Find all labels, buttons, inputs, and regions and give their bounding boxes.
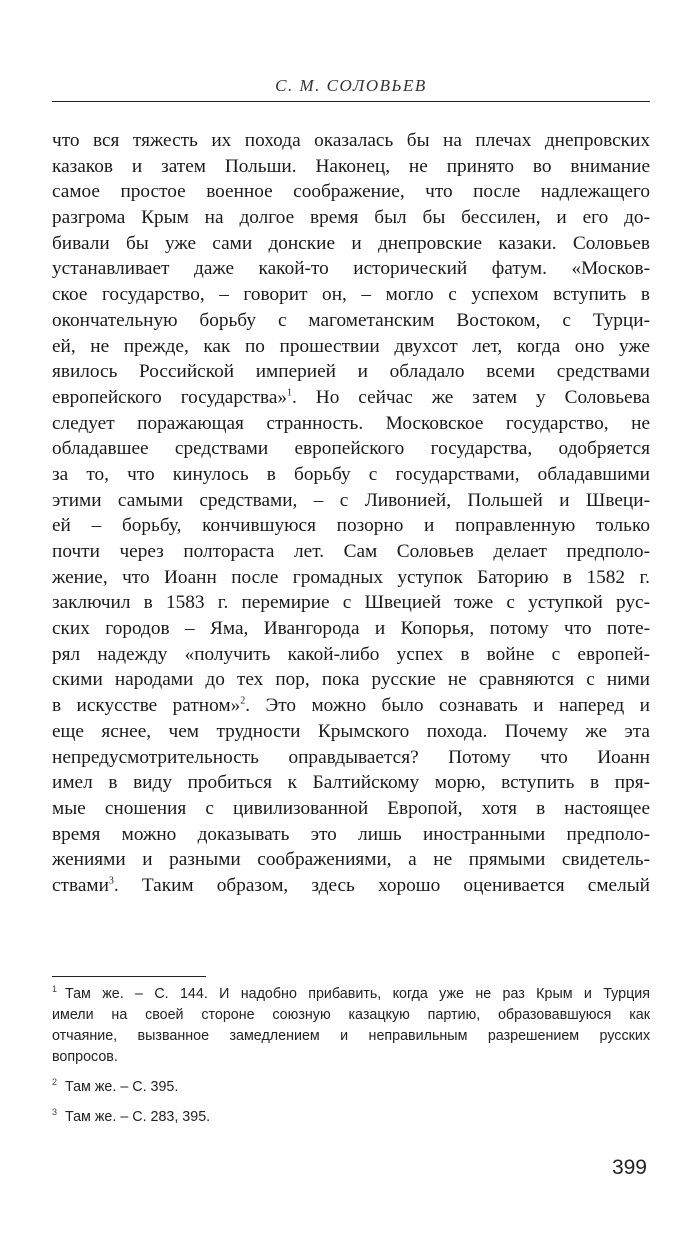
body-text <box>52 128 650 899</box>
text-segment: ствами <box>52 874 109 896</box>
text-line: ское государство, – говорит он, – могло с успехом вступить в <box>52 284 650 306</box>
text-segment: европейского государства» <box>52 386 288 408</box>
text-line: рял надежду «получить какой-либо успех в войне с европей- <box>52 643 650 665</box>
text-line <box>52 385 650 411</box>
footnote-number: 2 <box>52 1077 58 1088</box>
text-line <box>52 873 650 899</box>
text-line: почти через полтораста лет. Сам Соловьев делает предполо- <box>52 541 650 562</box>
text-line: ей – борьбу, кончившуюся позорно и поправленную только <box>52 515 650 537</box>
text-segment: . Таким образом, здесь хорошо оценивается смелый <box>113 874 650 896</box>
text-line: ских городов – Яма, Ивангорода и Копорья, потому что поте- <box>52 618 650 640</box>
footnote-text: Там же. – С. 144. И надобно прибавить, когда уже не раз Крым и Турция <box>65 986 650 1002</box>
text-line: время можно доказывать это лишь иностранными предполо- <box>52 823 650 845</box>
header-rule <box>52 101 650 102</box>
text-line: явилось Российской империей и обладало всеми средствами <box>52 361 650 383</box>
footnote-line: отчаяние, вызванное замедлением и неправильным разрешением русских <box>52 1028 650 1044</box>
footnote-text: Там же. – С. 283, 395. <box>65 1109 211 1125</box>
text-line: за то, что кинулось в борьбу с государствами, обладавшими <box>52 463 650 485</box>
text-line: жениями и разными соображениями, а не прямыми свидетель- <box>52 849 650 871</box>
text-segment: в искусстве ратном» <box>52 695 241 717</box>
footnote-number: 1 <box>52 984 58 995</box>
text-line: имел в виду пробиться к Балтийскому морю, вступить в пря- <box>52 772 650 794</box>
text-line: ей, не прежде, как по прошествии двухсот лет, когда оно уже <box>52 335 650 357</box>
footnote-ref[interactable]: 1 <box>287 387 293 399</box>
footnote-line: имели на своей стороне союзную казацкую партию, образовавшуюся как <box>52 1007 650 1023</box>
footnote-ref[interactable]: 2 <box>240 695 246 707</box>
footnote-line: вопросов. <box>52 1049 118 1065</box>
text-line: разгрома Крым на долгое время был бы бессилен, и его до- <box>52 207 650 229</box>
footnotes <box>52 984 650 1128</box>
text-line: заключил в 1583 г. перемирие с Швецией тоже с уступкой рус- <box>52 592 650 614</box>
text-line: окончательную борьбу с магометанским Востоком, с Турци- <box>52 309 650 331</box>
footnote-rule <box>52 976 206 977</box>
footnote-1 <box>52 984 650 1068</box>
text-line: устанавливает даже какой-то исторический фатум. «Москов- <box>52 258 650 280</box>
text-line: жение, что Иоанн после громадных уступок Баторию в 1582 г. <box>52 566 650 588</box>
text-line: непредусмотрительность оправдывается? Потому что Иоанн <box>52 746 650 768</box>
footnote-line <box>52 1077 650 1098</box>
footnote-3 <box>52 1107 650 1128</box>
text-segment: . Но сейчас же затем у Соловьева <box>292 386 650 408</box>
text-segment: . Это можно было сознавать и наперед и <box>245 695 650 717</box>
text-line: что вся тяжесть их похода оказалась бы на плечах днепровских <box>52 130 650 151</box>
text-line: самое простое военное соображение, что после надлежащего <box>52 181 650 203</box>
running-head: С. М. СОЛОВЬЕВ <box>275 76 427 95</box>
footnote-line <box>52 984 650 1005</box>
text-line: обладавшее средствами европейского государства, одобряется <box>52 438 650 460</box>
footnote-text: Там же. – С. 395. <box>65 1079 179 1095</box>
footnote-line <box>52 1107 650 1128</box>
text-line: мые сношения с цивилизованной Европой, хотя в настоящее <box>52 797 650 819</box>
text-line: бивали бы уже сами донские и днепровские казаки. Соловьев <box>52 232 650 254</box>
text-line: этими самыми средствами, – с Ливонией, Польшей и Швеци- <box>52 489 650 511</box>
footnote-ref[interactable]: 3 <box>108 875 114 887</box>
text-line: следует поражающая странность. Московское государство, не <box>52 412 650 434</box>
text-line: еще яснее, чем трудности Крымского похода. Почему же эта <box>52 720 650 742</box>
footnote-number: 3 <box>52 1107 58 1118</box>
footnote-2 <box>52 1077 650 1098</box>
text-line: скими народами до тех пор, пока русские не сравняются с ними <box>52 669 650 691</box>
text-line <box>52 693 650 719</box>
page-number: 399 <box>611 1156 647 1179</box>
text-line: казаков и затем Польши. Наконец, не принято во внимание <box>52 155 650 177</box>
